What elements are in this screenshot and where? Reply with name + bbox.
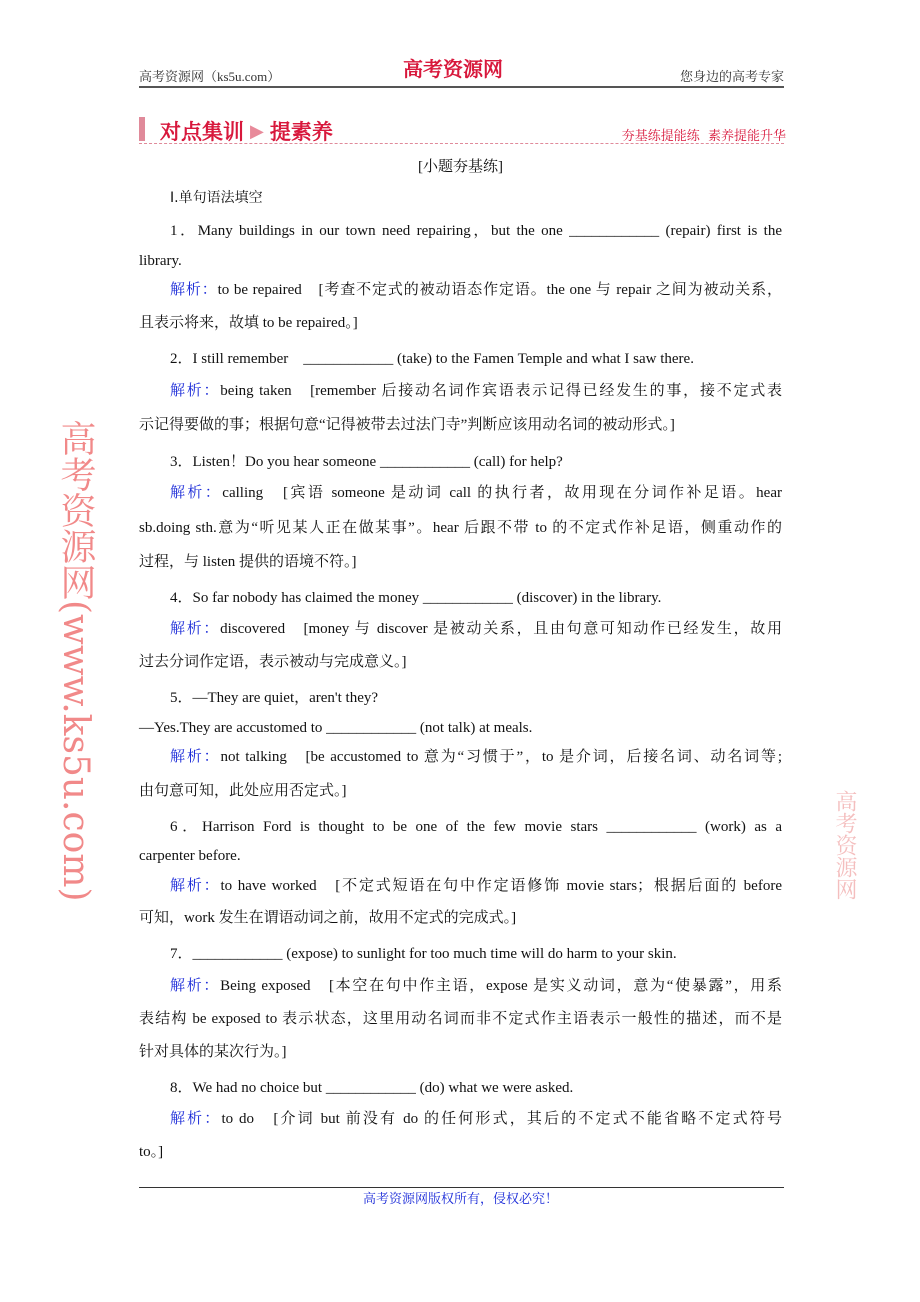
analysis-text: not talking [be accustomed to 意为“习惯于”，to 是介词，后接名词、动名词等; (220, 749, 782, 765)
analysis-3 (170, 483, 782, 503)
banner-rule (139, 143, 784, 144)
analysis-6 (170, 876, 782, 896)
arrow-icon: ▶ (250, 120, 264, 142)
question-4: 4．So far nobody has claimed the money ____________ (discover) in the library. (170, 590, 662, 606)
question-5: 5．—They are quiet，aren't they? (170, 690, 379, 706)
header-rule (139, 86, 784, 88)
analysis-text: discovered [money 与 discover 是被动关系，且由句意可知动作已经发生，故用 (220, 621, 782, 637)
question-6: 6．Harrison Ford is thought to be one of the few movie stars ____________ (work) as a (170, 819, 782, 835)
analysis-label: 解析： (170, 1111, 222, 1127)
question-6-cont: carpenter before. (139, 848, 241, 864)
analysis-8-cont: to。] (139, 1144, 164, 1160)
analysis-text: being taken [remember 后接动名词作宾语表示记得已经发生的事，接不定式表 (220, 383, 782, 399)
analysis-5 (170, 747, 782, 767)
question-3: 3．Listen！Do you hear someone ____________ (call) for help? (170, 454, 563, 470)
analysis-4-cont: 过去分词作定语，表示被动与完成意义。] (139, 654, 407, 670)
footer-copyright: 高考资源网版权所有，侵权必究！ (362, 1191, 558, 1206)
banner-bar (139, 117, 145, 141)
analysis-7-cont2: 针对具体的某次行为。] (139, 1044, 287, 1060)
analysis-7 (170, 976, 782, 996)
analysis-6-cont: 可知，work 发生在谓语动词之前，故用不定式的完成式。] (139, 910, 517, 926)
analysis-label: 解析： (170, 978, 221, 994)
analysis-3-cont2: 过程，与 listen 提供的语境不符。] (139, 554, 357, 570)
header-logo: 高考资源网 (403, 57, 503, 81)
banner-title-b: 提素养 (269, 120, 333, 144)
watermark: 高考资源网(www.ks5u.com) (55, 420, 96, 902)
analysis-text: to have worked [不定式短语在句中作定语修饰 movie stars；根据后面的 before (220, 878, 782, 894)
section-title: [小题夯基练] (418, 159, 503, 175)
question-2: 2．I still remember ____________ (take) to the Famen Temple and what I saw there. (170, 351, 694, 367)
question-1: 1．Many buildings in our town need repairing，but the one ____________ (repair) first is the (170, 223, 782, 239)
banner-slogan: 夯基练提能练 素养提能升华 (621, 129, 786, 144)
analysis-1-cont: 且表示将来，故填 to be repaired。] (139, 315, 358, 331)
analysis-text: Being exposed [本空在句中作主语，expose 是实义动词，意为“使暴露”，用系 (220, 978, 782, 994)
analysis-label: 解析： (170, 749, 221, 765)
header-site: 高考资源网（ks5u.com） (139, 69, 281, 84)
analysis-label: 解析： (170, 383, 221, 399)
analysis-7-cont: 表结构 be exposed to 表示状态，这里用动名词而非不定式作主语表示一般性的描述，而不是 (139, 1011, 782, 1027)
analysis-label: 解析： (170, 878, 221, 894)
analysis-text: to do [介词 but 前没有 do 的任何形式，其后的不定式不能省略不定式符号 (221, 1111, 782, 1127)
question-8: 8．We had no choice but ____________ (do) what we were asked. (170, 1080, 574, 1096)
header-slogan: 您身边的高考专家 (679, 69, 784, 84)
analysis-5-cont: 由句意可知，此处应用否定式。] (139, 783, 347, 799)
analysis-2 (170, 381, 782, 401)
question-7: 7．____________ (expose) to sunlight for too much time will do harm to your skin. (170, 946, 677, 962)
question-1-cont: library. (139, 253, 182, 269)
analysis-2-cont: 示记得要做的事；根据句意“记得被带去过法门寺”判断应该用动名词的被动形式。] (139, 417, 675, 433)
question-5-cont: —Yes.They are accustomed to ____________ (not talk) at meals. (139, 720, 533, 736)
part-title: Ⅰ.单句语法填空 (170, 190, 263, 206)
analysis-label: 解析： (170, 282, 218, 298)
banner-title (160, 116, 333, 146)
analysis-text: to be repaired [考查不定式的被动语态作定语。the one 与 repair 之间为被动关系， (217, 282, 782, 298)
analysis-label: 解析： (170, 485, 223, 501)
watermark-stamp: 高考资源网 (833, 790, 858, 900)
banner-title-a: 对点集训 (160, 120, 244, 144)
footer-rule (139, 1187, 784, 1188)
analysis-4 (170, 619, 782, 639)
analysis-3-cont: sb.doing sth.意为“听见某人正在做某事”。hear 后跟不带 to 的不定式作补足语，侧重动作的 (139, 520, 782, 536)
analysis-8 (170, 1109, 782, 1129)
analysis-1 (170, 280, 782, 300)
analysis-label: 解析： (170, 621, 221, 637)
analysis-text: calling [宾语 someone 是动词 call 的执行者，故用现在分词作补足语。hear (222, 485, 782, 501)
